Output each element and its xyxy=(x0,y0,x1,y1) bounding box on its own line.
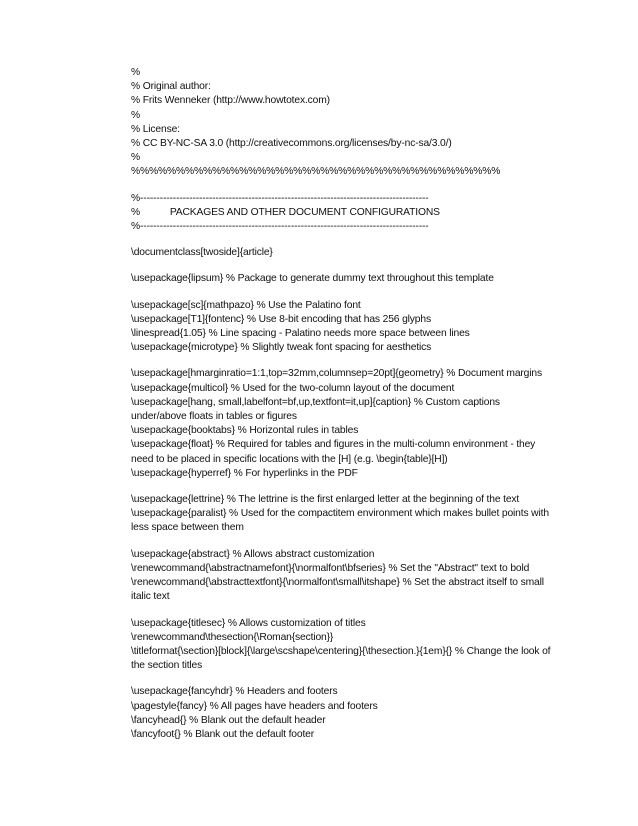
code-line: \titleformat{\section}[block]{\large\scshape\centering}{\thesection.}{1em}{} % Change the look of the section titles xyxy=(131,645,554,672)
code-line: \usepackage{booktabs} % Horizontal rules in tables xyxy=(131,425,359,437)
block-gap xyxy=(131,605,551,617)
code-line: % xyxy=(131,67,141,78)
code-line: \fancyfoot{} % Blank out the default footer xyxy=(131,728,315,740)
block-gap xyxy=(131,673,551,685)
code-block xyxy=(131,246,551,260)
code-line: \renewcommand\thesection{\Roman{section}} xyxy=(131,631,334,643)
code-line: % PACKAGES AND OTHER DOCUMENT CONFIGURATIONS xyxy=(131,206,440,218)
block-gap xyxy=(131,481,551,493)
code-block xyxy=(131,192,551,235)
code-line: % CC BY-NC-SA 3.0 (http://creativecommons.org/licenses/by-nc-sa/3.0/) xyxy=(131,138,452,150)
code-line: %%%%%%%%%%%%%%%%%%%%%%%%%%%%%%%%%%%%%%%%% xyxy=(131,166,501,178)
code-line: \usepackage{lettrine} % The lettrine is the first enlarged letter at the beginning of the text xyxy=(131,494,520,506)
code-block xyxy=(131,272,551,286)
code-line: \usepackage{float} % Required for tables and figures in the multi-column environment - they need to be placed in specific locations with the [H] (e.g. \begin{table}[H]) xyxy=(131,439,538,465)
block-gap xyxy=(131,355,551,367)
code-line: % xyxy=(131,109,141,121)
block-gap xyxy=(131,536,551,548)
code-line: % xyxy=(131,152,141,164)
code-line: \usepackage{microtype} % Slightly tweak font spacing for aesthetics xyxy=(131,342,432,354)
code-line: \renewcommand{\abstractnamefont}{\normalfont\bfseries} % Set the "Abstract" text to bold xyxy=(131,562,530,574)
code-line: \documentclass[twoside]{article} xyxy=(131,247,273,259)
block-gap xyxy=(131,180,551,192)
code-line: \usepackage{hyperref} % For hyperlinks in the PDF xyxy=(131,467,358,479)
code-block xyxy=(131,685,551,742)
code-line: \renewcommand{\abstracttextfont}{\normalfont\small\itshape} % Set the abstract itself to small italic text xyxy=(131,577,547,603)
code-line: \usepackage{fancyhdr} % Headers and footers xyxy=(131,686,338,698)
block-gap xyxy=(131,234,551,246)
code-line: \usepackage{lipsum} % Package to generate dummy text throughout this template xyxy=(131,273,494,285)
code-line: %---------------------------------------------------------------------------------------- xyxy=(131,221,429,233)
code-line: \usepackage{multicol} % Used for the two-column layout of the document xyxy=(131,382,455,394)
block-gap xyxy=(131,260,551,272)
code-line: %---------------------------------------------------------------------------------------- xyxy=(131,192,429,204)
code-block xyxy=(131,299,551,356)
code-line: \fancyhead{} % Blank out the default header xyxy=(131,714,326,726)
code-line: \usepackage[T1]{fontenc} % Use 8-bit encoding that has 256 glyphs xyxy=(131,313,431,325)
code-line: % Original author: xyxy=(131,81,211,93)
code-line: % Frits Wenneker (http://www.howtotex.com) xyxy=(131,95,330,107)
code-line: % License: xyxy=(131,123,180,135)
code-block xyxy=(131,493,551,536)
code-line: \usepackage{titlesec} % Allows customization of titles xyxy=(131,617,366,629)
code-block xyxy=(131,367,551,481)
code-block xyxy=(131,617,554,674)
code-line: \usepackage[hang, small,labelfont=bf,up,textfont=it,up]{caption} % Custom captions under/above floats in tables or figures xyxy=(131,396,503,423)
code-line: \pagestyle{fancy} % All pages have headers and footers xyxy=(131,700,378,712)
code-line: \usepackage[sc]{mathpazo} % Use the Palatino font xyxy=(131,299,361,311)
code-block xyxy=(131,548,551,605)
code-line: \usepackage{paralist} % Used for the compactitem environment which makes bullet points with less space between them xyxy=(131,508,552,534)
code-block xyxy=(131,66,551,180)
code-line: \usepackage[hmarginratio=1:1,top=32mm,columnsep=20pt]{geometry} % Document margins xyxy=(131,368,542,380)
block-gap xyxy=(131,287,551,299)
code-line: \usepackage{abstract} % Allows abstract customization xyxy=(131,548,375,560)
latex-source-text xyxy=(131,66,554,742)
code-line: \linespread{1.05} % Line spacing - Palatino needs more space between lines xyxy=(131,328,470,340)
